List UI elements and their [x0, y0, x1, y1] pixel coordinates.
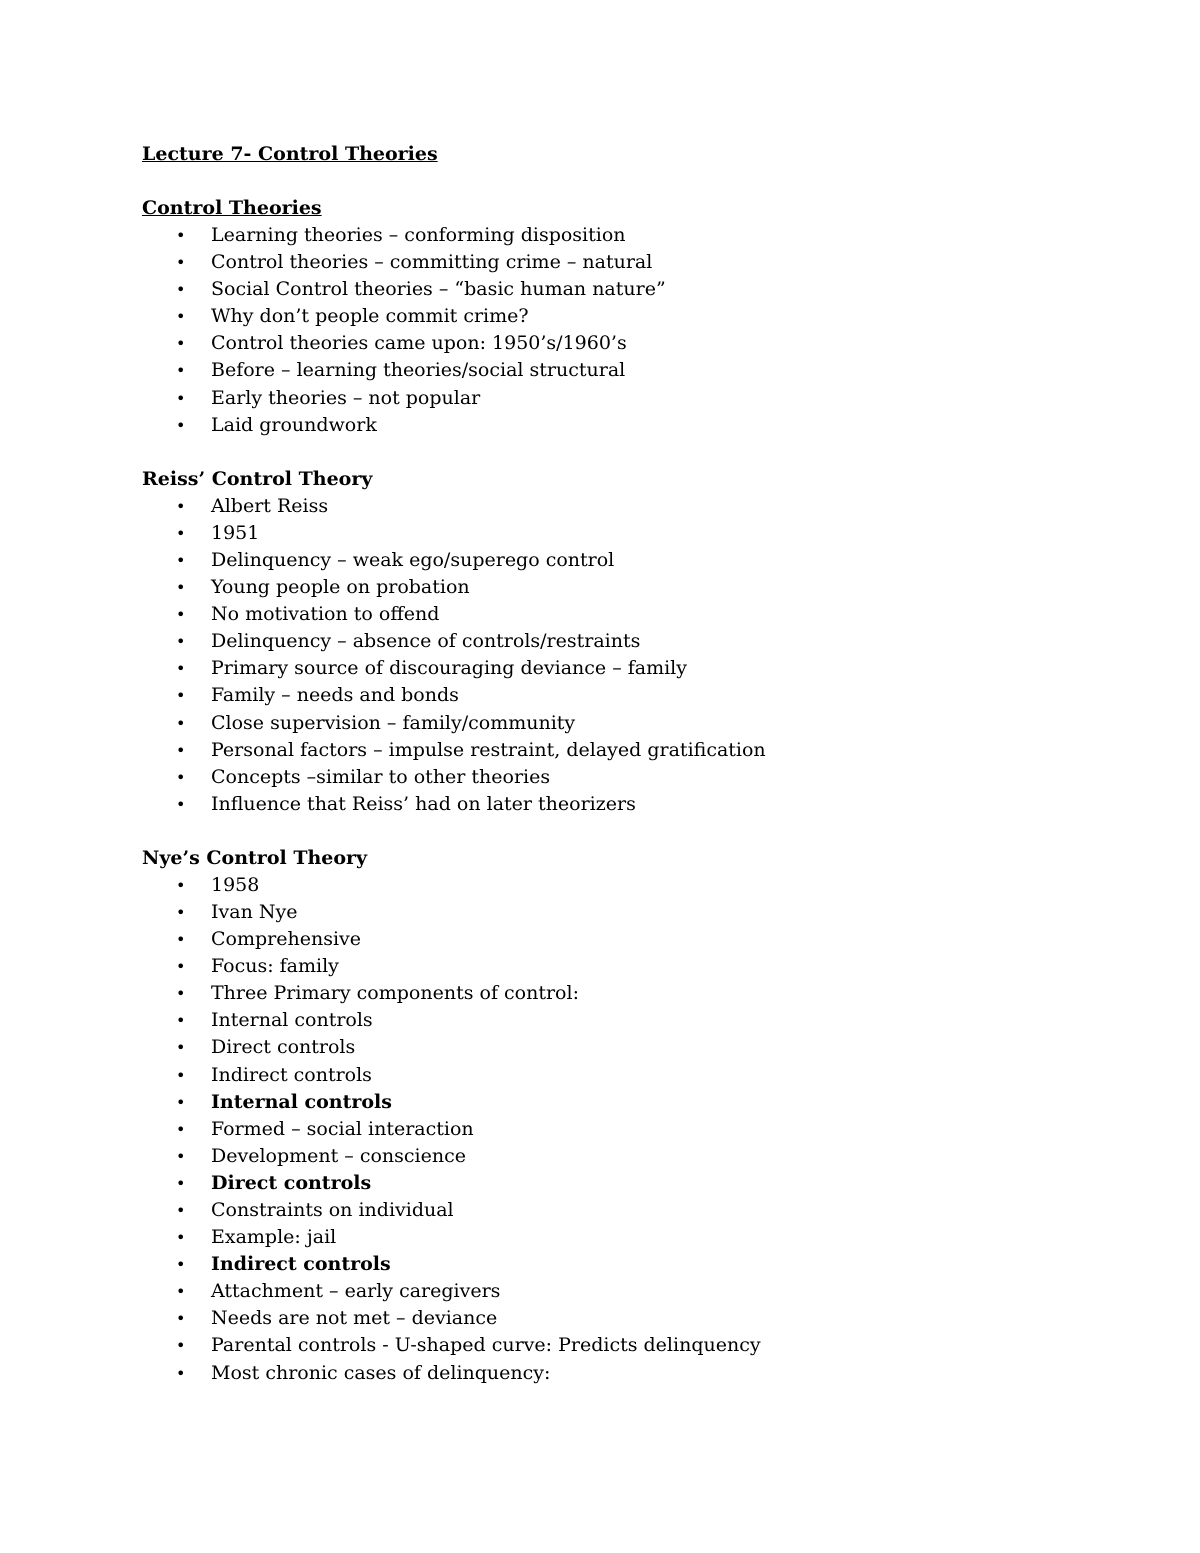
list-item-text: Why don’t people commit crime?	[211, 305, 529, 328]
list-item-text: Direct controls	[211, 1036, 356, 1059]
list-item-text: Young people on probation	[211, 576, 470, 599]
list-item	[142, 276, 1102, 303]
list-item	[142, 357, 1102, 384]
bullet-icon: •	[176, 253, 186, 273]
bullet-icon: •	[176, 1309, 186, 1329]
list-item	[142, 764, 1102, 791]
list-item-text: Formed – social interaction	[211, 1117, 474, 1140]
list-item	[142, 1170, 1102, 1197]
list-item	[142, 655, 1102, 682]
bullet-icon: •	[176, 740, 186, 760]
list-item-text: Three Primary components of control:	[211, 982, 579, 1005]
list-item	[142, 1224, 1102, 1251]
list-item-text: Most chronic cases of delinquency:	[211, 1361, 551, 1384]
list-item	[142, 520, 1102, 547]
bullet-icon: •	[176, 875, 186, 895]
list-item	[142, 249, 1102, 276]
bullet-icon: •	[176, 1228, 186, 1248]
bullet-icon: •	[176, 984, 186, 1004]
list-item-text: Control theories – committing crime – natural	[211, 251, 653, 274]
section-3	[142, 845, 1102, 1387]
list-item	[142, 1034, 1102, 1061]
list-item	[142, 980, 1102, 1007]
section-heading: Control Theories	[142, 197, 322, 219]
bullet-icon: •	[176, 280, 186, 300]
bullet-icon: •	[176, 1201, 186, 1220]
bullet-icon: •	[176, 496, 186, 516]
list-item-text: Close supervision – family/community	[211, 711, 576, 734]
bullet-icon: •	[176, 605, 186, 625]
list-item	[142, 1062, 1102, 1089]
list-item	[142, 222, 1102, 249]
list-item	[142, 1251, 1102, 1278]
list-item-text: Constraints on individual	[211, 1199, 454, 1221]
list-item	[142, 330, 1102, 357]
list-item-text: Laid groundwork	[211, 413, 377, 436]
list-item-text: Example: jail	[211, 1226, 337, 1249]
bullet-icon: •	[176, 1092, 186, 1112]
bullet-icon: •	[176, 659, 186, 679]
bullet-icon: •	[176, 1119, 186, 1139]
bullet-icon: •	[176, 1363, 186, 1383]
list-item	[142, 385, 1102, 412]
section-heading: Reiss’ Control Theory	[142, 467, 373, 490]
bullet-icon: •	[176, 632, 186, 652]
list-item	[142, 303, 1102, 330]
list-item-text: Social Control theories – “basic human nature”	[211, 278, 666, 301]
list-item-text: Internal controls	[211, 1009, 373, 1032]
list-item-text: Concepts –similar to other theories	[211, 765, 551, 788]
bullet-icon: •	[176, 794, 186, 814]
list-item	[142, 1116, 1102, 1143]
list-item-text: Attachment – early caregivers	[211, 1280, 501, 1303]
bullet-icon: •	[176, 1146, 186, 1166]
list-item	[142, 1278, 1102, 1305]
list-item	[142, 412, 1102, 439]
bullet-icon: •	[176, 388, 186, 408]
bullet-icon: •	[176, 550, 186, 570]
list-item	[142, 547, 1102, 574]
list-item-text: Indirect controls	[211, 1253, 391, 1276]
list-item-text: Internal controls	[211, 1090, 392, 1113]
list-item-text: Learning theories – conforming disposition	[211, 224, 626, 246]
list-item-text: Parental controls - U-shaped curve: Predicts delinquency	[211, 1334, 761, 1357]
list-item	[142, 1143, 1102, 1170]
document-title: Lecture 7- Control Theories	[142, 143, 438, 165]
list-item-text: Direct controls	[211, 1171, 372, 1194]
list-item	[142, 737, 1102, 764]
bullet-icon: •	[176, 1255, 186, 1275]
list-item-text: Albert Reiss	[211, 494, 329, 517]
bullet-icon: •	[176, 713, 186, 733]
bullet-icon: •	[176, 415, 186, 435]
bullet-icon: •	[176, 767, 186, 787]
list-item-text: No motivation to offend	[211, 603, 440, 626]
list-item-text: Development – conscience	[211, 1144, 466, 1167]
list-item	[142, 791, 1102, 818]
bullet-icon: •	[176, 523, 186, 543]
bullet-icon: •	[176, 1011, 186, 1031]
list-item	[142, 899, 1102, 926]
section-1	[142, 195, 1102, 439]
list-item	[142, 574, 1102, 601]
bullet-icon: •	[176, 1173, 186, 1193]
bullet-icon: •	[176, 902, 186, 922]
bullet-icon: •	[176, 930, 186, 950]
list-item-text: Influence that Reiss’ had on later theorizers	[211, 792, 636, 815]
list-item-text: Indirect controls	[211, 1063, 372, 1086]
list-item-text: Personal factors – impulse restraint, delayed gratification	[211, 738, 766, 761]
list-item	[142, 1007, 1102, 1034]
list-item	[142, 926, 1102, 953]
list-item	[142, 1089, 1102, 1116]
bullet-icon: •	[176, 1336, 186, 1356]
bullet-icon: •	[176, 1065, 186, 1085]
list-item-text: Ivan Nye	[211, 900, 298, 923]
list-item-text: Primary source of discouraging deviance – family	[211, 657, 687, 680]
list-item-text: Before – learning theories/social structural	[211, 359, 626, 382]
list-item	[142, 1305, 1102, 1332]
list-item-text: Family – needs and bonds	[211, 684, 459, 707]
section-heading: Nye’s Control Theory	[142, 846, 368, 869]
bullet-icon: •	[176, 334, 186, 354]
list-item	[142, 628, 1102, 655]
list-item-text: Delinquency – absence of controls/restraints	[211, 630, 641, 653]
document-page	[142, 141, 1102, 1414]
section-2	[142, 466, 1102, 818]
list-item	[142, 710, 1102, 737]
list-item	[142, 493, 1102, 520]
list-item	[142, 601, 1102, 628]
list-item-text: Early theories – not popular	[211, 386, 481, 409]
list-item-text: Delinquency – weak ego/superego control	[211, 548, 615, 571]
list-item-text: Needs are not met – deviance	[211, 1307, 498, 1330]
list-item-text: 1958	[211, 873, 260, 896]
list-item	[142, 682, 1102, 709]
bullet-icon: •	[176, 686, 186, 706]
list-item	[142, 1360, 1102, 1387]
bullet-list	[142, 872, 1102, 1387]
bullet-icon: •	[176, 1282, 186, 1302]
bullet-list	[142, 493, 1102, 818]
list-item-text: 1951	[211, 521, 260, 544]
list-item	[142, 953, 1102, 980]
list-item-text: Control theories came upon: 1950’s/1960’s	[211, 332, 627, 355]
bullet-icon: •	[176, 226, 186, 245]
document-body	[142, 195, 1102, 1387]
list-item	[142, 1197, 1102, 1224]
list-item	[142, 872, 1102, 899]
bullet-icon: •	[176, 578, 186, 598]
bullet-icon: •	[176, 957, 186, 977]
bullet-icon: •	[176, 1038, 186, 1058]
list-item-text: Comprehensive	[211, 928, 362, 951]
list-item	[142, 1332, 1102, 1359]
bullet-icon: •	[176, 361, 186, 381]
list-item-text: Focus: family	[211, 955, 339, 978]
bullet-list	[142, 222, 1102, 439]
bullet-icon: •	[176, 307, 186, 327]
